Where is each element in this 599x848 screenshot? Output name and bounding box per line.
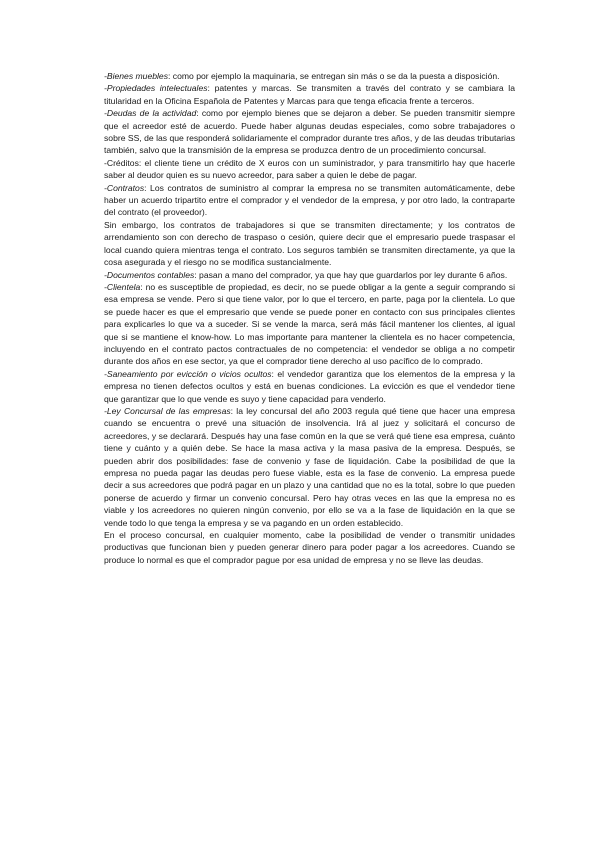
term-label: -Clientela [104, 281, 141, 292]
paragraph-text: : como por ejemplo la maquinaria, se entregan sin más o se da la puesta a disposición. [168, 71, 500, 81]
paragraph-text: : como por ejemplo bienes que se dejaron a deber. Se pueden transmitir siempre que el acreedor esté de acuerdo. Puede haber algunas deudas especiales, como sobre trabajadores o sobre SS, de las que responderá solidariamente el comprador durante tres años, y de las deudas tributarias también, salvo que la transmisión de la empresa se produzca dentro de un procedimiento concursal. [104, 108, 515, 156]
paragraph-sin-embargo [104, 219, 515, 269]
term-label: -Saneamiento por evicción o vicios ocultos [104, 368, 272, 379]
paragraph-deudas-actividad [104, 107, 515, 157]
paragraph-text: : la ley concursal del año 2003 regula qué tiene que hacer una empresa cuando se encuentra o prevé una situación de insolvencia. Irá al juez y solicitará el concurso de acreedores, y se declarará. Después hay una fase común en la que se verá qué tiene esa empresa, cuánto tiene y cuánto y a quién debe. Se hace la masa activa y la masa pasiva de la empresa. Después, se pueden abrir dos posibilidades: fase de convenio y fase de liquidación. Cabe la posibilidad de que la empresa no pueda pagar las deudas pero fuese viable, esta es la fase de convenio. La empresa puede decir a sus acreedores que podrá pagar en un plazo y una cantidad que no es la total, sobre lo que pueden ponerse de acuerdo y firmar un convenio concursal. Pero hay otras veces en las que la empresa no es viable y los acreedores no quieren ningún convenio, por ello se va a la fase de liquidación en la que se vende todo lo que tenga la empresa y se va pagando en un orden establecido. [104, 405, 516, 528]
paragraph-ley-concursal [104, 405, 515, 529]
paragraph-text: Sin embargo, los contratos de trabajadores si que se transmiten directamente; y los contratos de arrendamiento son con derecho de traspaso o cesión, quiere decir que el empresario puede traspasar el local cuando quiera mientras tenga el contrato. Los seguros también se transmiten directamente, ya que la cosa asegurada y el riesgo no se modifica sustancialmente. [104, 219, 515, 268]
paragraph-contratos [104, 182, 515, 219]
term-label: -Documentos contables [104, 269, 195, 280]
term-label: -Bienes muebles [104, 71, 169, 81]
paragraph-text: : patentes y marcas. Se transmiten a través del contrato y se cambiara la titularidad en la Oficina Española de Patentes y Marcas para que tenga eficacia frente a terceros. [104, 83, 515, 106]
paragraph-text: : no es susceptible de propiedad, es decir, no se puede obligar a la gente a seguir comprando si esa empresa se vende. Pero si que tiene valor, por lo que el tercero, en parte, paga por la clientela. Lo que se puede hacer es que el empresario que vende se puede poner en contacto con sus principales clientes para explicarles lo que va a suceder. Si se vende la marca, será más fácil mantener los clientes, al igual que si se mantiene el know-how. Lo mas importante para mantener la clientela es no hacer competencia, incluyendo en el contrato pactos contractuales de no competencia: el vendedor se obliga a no competir durante dos años en ese sector, ya que el comprador tiene derecho al uso pacífico de lo comprado. [104, 281, 515, 367]
term-label: -Propiedades intelectuales [104, 83, 208, 94]
paragraph-saneamiento [104, 368, 515, 405]
paragraph-text: En el proceso concursal, en cualquier momento, cabe la posibilidad de vender o transmitir unidades productivas que funcionan bien y pueden generar dinero para poder pagar a los acreedores. Cuando se produce lo normal es que el comprador pague por esa unidad de empresa y no se lleve las deudas. [104, 530, 515, 565]
term-label: -Ley Concursal de las empresas [104, 405, 231, 416]
paragraph-text: : Los contratos de suministro al comprar la empresa no se transmiten automáticamente, debe haber un acuerdo tripartito entre el comprador y el vendedor de la empresa, y por otro lado, la contraparte del contrato (el proveedor). [104, 182, 515, 218]
term-label: -Contratos [104, 182, 145, 193]
paragraph-text: : pasan a mano del comprador, ya que hay que guardarlos por ley durante 6 años. [194, 269, 508, 280]
paragraph-proceso-concursal [104, 529, 515, 566]
paragraph-text: -Créditos: el cliente tiene un crédito de X euros con un suministrador, y para transmitirlo hay que hacerle saber al deudor quien es su nuevo acreedor, para saber a quien le debe de pagar. [104, 157, 515, 181]
term-label: -Deudas de la actividad [104, 108, 197, 119]
paragraph-propiedades-intelectuales [104, 82, 515, 107]
paragraph-clientela [104, 281, 515, 368]
paragraph-bienes-muebles [104, 70, 515, 82]
paragraph-text: : el vendedor garantiza que los elementos de la empresa y la empresa no tienen defectos ocultos y está en buenas condiciones. La evicción es que el vendedor tiene que garantizar que lo que vende es suyo y tiene capacidad para venderlo. [104, 368, 515, 404]
paragraph-documentos-contables [104, 269, 515, 281]
paragraph-creditos [104, 157, 515, 182]
document-page [104, 70, 515, 566]
